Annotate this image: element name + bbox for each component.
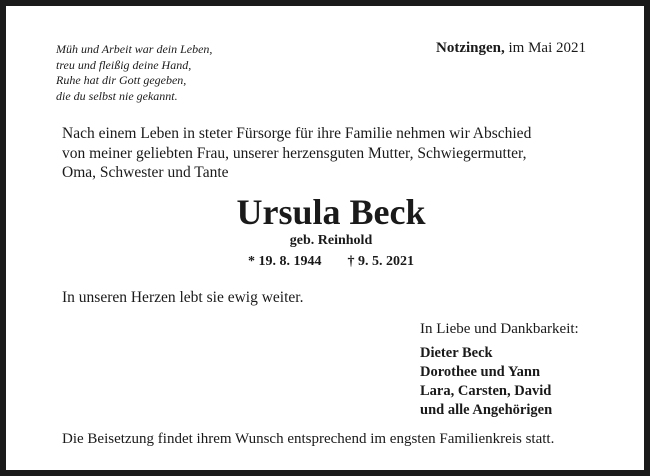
poem-line: Müh und Arbeit war dein Leben, — [56, 42, 213, 56]
place-name: Notzingen, — [436, 40, 505, 56]
mourner-name: und alle Angehörigen — [420, 402, 553, 418]
deceased-name: Ursula Beck — [236, 192, 426, 232]
intro-line: von meiner geliebten Frau, unserer herzensguten Mutter, Schwiegermutter, — [62, 144, 527, 162]
mourner-name: Dorothee und Yann — [420, 364, 541, 380]
birth-date: * 19. 8. 1944 — [248, 254, 322, 269]
poem-line: die du selbst nie gekannt. — [56, 88, 178, 103]
notice-date: im Mai 2021 — [508, 40, 586, 56]
burial-note: Die Beisetzung findet ihrem Wunsch entsprechend im engsten Familienkreis statt. — [62, 431, 555, 447]
mourners-list — [420, 344, 552, 420]
place-and-date — [436, 40, 586, 57]
poem-line: Ruhe hat dir Gott gegeben, — [56, 73, 187, 87]
life-dates — [6, 254, 650, 270]
memorial-poem — [56, 42, 212, 104]
memory-line: In unseren Herzen lebt sie ewig weiter. — [62, 289, 304, 306]
mourner-name: Lara, Carsten, David — [420, 383, 552, 399]
maiden-name: geb. Reinhold — [289, 233, 373, 248]
poem-line: treu und fleißig deine Hand, — [56, 57, 192, 72]
death-date: † 9. 5. 2021 — [347, 254, 414, 269]
mourner-name: Dieter Beck — [420, 345, 493, 361]
intro-text — [62, 124, 531, 183]
intro-line: Oma, Schwester und Tante — [62, 164, 229, 181]
signoff-label: In Liebe und Dankbarkeit: — [420, 321, 579, 337]
intro-line: Nach einem Leben in steter Fürsorge für ihre Familie nehmen wir Abschied — [62, 125, 532, 142]
